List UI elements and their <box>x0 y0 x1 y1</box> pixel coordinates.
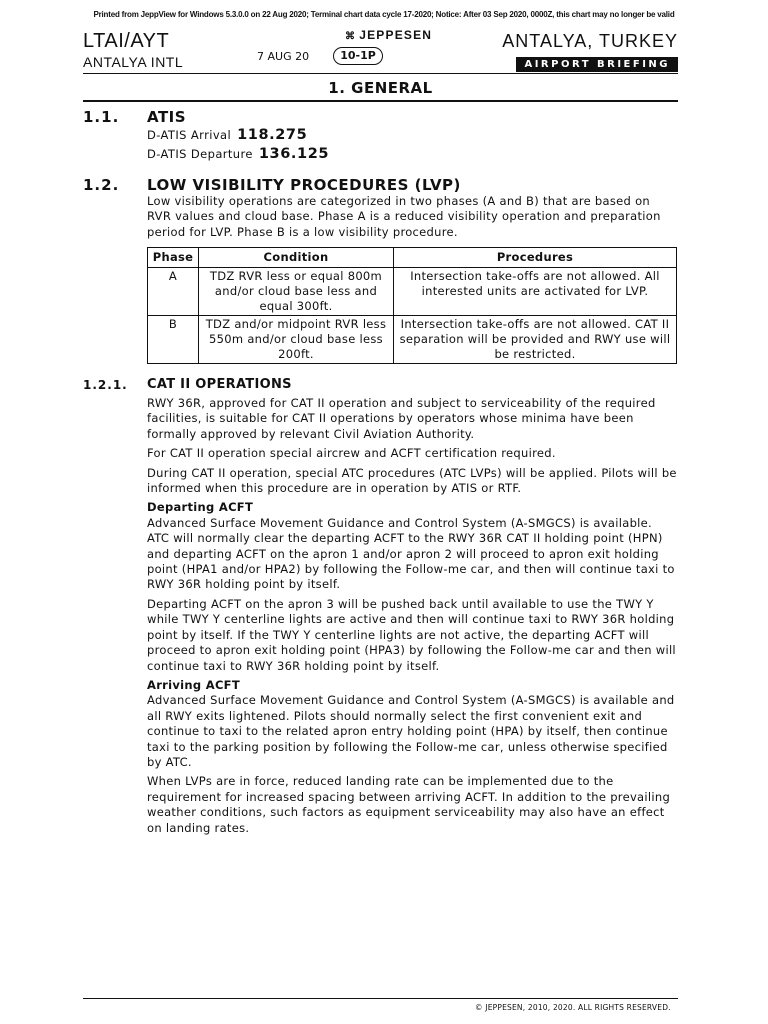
column-header-condition: Condition <box>199 248 394 268</box>
chart-type-badge: AIRPORT BRIEFING <box>516 57 678 72</box>
header-airport-block <box>83 30 183 71</box>
condition-cell: TDZ and/or midpoint RVR less 550m and/or cloud base less 200ft. <box>199 316 394 364</box>
procedures-cell: Intersection take-offs are not allowed. All interested units are activated for LVP. <box>394 268 677 316</box>
brand-name: JEPPESEN <box>359 28 433 42</box>
airport-identifier: LTAI/AYT <box>83 30 170 52</box>
lvp-heading: LOW VISIBILITY PROCEDURES (LVP) <box>147 176 461 194</box>
departing-acft-heading: Departing ACFT <box>147 500 254 515</box>
atis-departure-label: D-ATIS Departure <box>147 147 253 161</box>
cat2-paragraph: During CAT II operation, special ATC procedures (ATC LVPs) will be applied. Pilots will be informed when this procedure are in operation by ATIS or RTF. <box>147 465 677 496</box>
arriving-paragraph: Advanced Surface Movement Guidance and Control System (A-SMGCS) is available and all RWY exits lightened. Pilots should normally select the first convenient exit and continue to taxi to the related apron entry holding point (HPA) by itself, then continue taxi to the parking position by following the Follow-me car, unless otherwise specified by ATC. <box>147 693 675 769</box>
atis-heading: ATIS <box>147 108 187 126</box>
atis-departure-frequency: 136.125 <box>258 146 330 162</box>
chart-date: 7 AUG 20 <box>257 50 310 63</box>
lvp-section-number: 1.2. <box>83 176 120 194</box>
city-country: ANTALYA, TURKEY <box>502 31 678 51</box>
header-divider <box>83 73 678 74</box>
section-title: 1. GENERAL <box>328 79 433 97</box>
arriving-acft-heading: Arriving ACFT <box>147 677 240 692</box>
print-notice: Printed from JeppView for Windows 5.3.0.0 on 22 Aug 2020; Terminal chart data cycle 17-2020; Notice: After 03 Sep 2020, 0000Z, this chart may no longer be valid <box>93 10 675 19</box>
cat2-paragraph: For CAT II operation special aircrew and ACFT certification required. <box>147 446 556 461</box>
header-location-block <box>502 30 678 72</box>
chart-number: 10-1P <box>333 47 383 65</box>
table-row <box>148 268 677 316</box>
cat2-body <box>147 396 677 840</box>
section-divider <box>83 100 678 102</box>
column-header-procedures: Procedures <box>394 248 677 268</box>
cat2-heading: CAT II OPERATIONS <box>147 377 292 392</box>
atis-arrival-frequency: 118.275 <box>237 127 308 143</box>
lvp-intro-paragraph: Low visibility operations are categorized in two phases (A and B) that are based on RVR values and cloud base. Phase A is a reduced visibility operation and preparation period for LVP. Phase B is a low visibility procedure. <box>147 194 661 239</box>
column-header-phase: Phase <box>148 248 199 268</box>
atis-section-number: 1.1. <box>83 108 120 126</box>
departing-paragraph: Departing ACFT on the apron 3 will be pushed back until available to use the TWY Y while TWY Y centerline lights are active and then will continue taxi to RWY 36R holding point by itself. If the TWY Y centerline lights are not active, the departing ACFT will proceed to apron exit holding point (HPA3) by following the Follow-me car and then will continue taxi to RWY 36R holding point by itself. <box>147 596 676 673</box>
phase-cell: B <box>148 316 199 364</box>
atis-arrival-label: D-ATIS Arrival <box>147 128 232 142</box>
table-header-row <box>148 248 677 268</box>
table-row <box>148 316 677 364</box>
jeppesen-logo-icon: ⌘ <box>345 31 357 42</box>
condition-cell: TDZ RVR less or equal 800m and/or cloud base less and equal 300ft. <box>199 268 394 316</box>
cat2-section-number: 1.2.1. <box>83 378 128 392</box>
departing-paragraph: Advanced Surface Movement Guidance and Control System (A-SMGCS) is available. ATC will normally clear the departing ACFT to the RWY 36R CAT II holding point (HPN) and departing ACFT on the apron 1 and/or apron 2 will proceed to apron exit holding point (HPA1 and/or HPA2) by following the Follow-me car, and then will continue taxi to RWY 36R holding point by itself. <box>147 515 675 592</box>
cat2-paragraph: RWY 36R, approved for CAT II operation and subject to serviceability of the required facilities, is suitable for CAT II operations by operators whose minima have been formally approved by relevant Civil Aviation Authority. <box>147 396 656 441</box>
procedures-cell: Intersection take-offs are not allowed. CAT II separation will be provided and RWY use will be restricted. <box>394 316 677 364</box>
lvp-intro <box>147 194 677 244</box>
footer-divider <box>83 998 678 999</box>
lvp-phase-table <box>147 247 677 364</box>
airport-name: ANTALYA INTL <box>83 54 184 70</box>
arriving-paragraph: When LVPs are in force, reduced landing rate can be implemented due to the requirement for increased spacing between arriving ACFT. In addition to the prevailing weather conditions, such factors as equipment serviceability may also have an effect on landing rates. <box>147 774 671 835</box>
copyright-notice: © JEPPESEN, 2010, 2020. ALL RIGHTS RESERVED. <box>475 1003 671 1012</box>
atis-departure-row <box>147 146 329 162</box>
atis-arrival-row <box>147 127 307 143</box>
phase-cell: A <box>148 268 199 316</box>
jeppesen-logo <box>345 28 432 42</box>
